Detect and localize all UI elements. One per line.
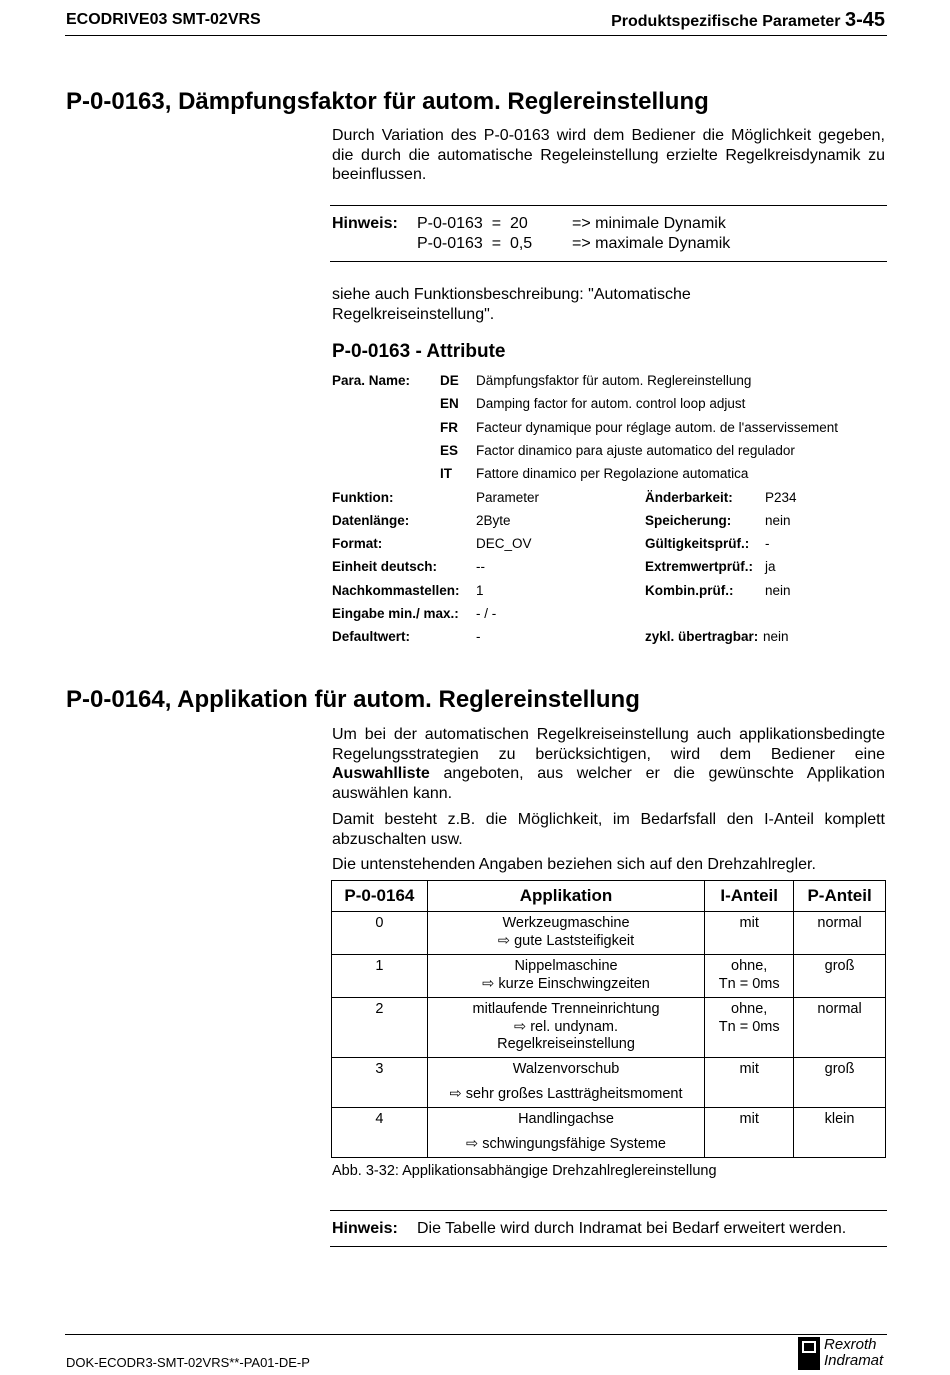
attr-label: Änderbarkeit: — [645, 489, 733, 505]
cell-app — [427, 955, 705, 998]
cell-id: 0 — [332, 912, 428, 955]
cell-p: klein — [794, 1108, 886, 1158]
cell-i: mit — [705, 1058, 794, 1108]
app-name: mitlaufende Trenneinrichtung — [472, 1001, 660, 1017]
app-name: Werkzeugmaschine — [502, 915, 630, 931]
note2-text: Die Tabelle wird durch Indramat bei Bedarf erweitert werden. — [417, 1220, 847, 1237]
cell-id: 1 — [332, 955, 428, 998]
table-header: P-0-0164 — [332, 881, 428, 912]
attr-value: nein — [763, 629, 789, 645]
text-span: angeboten, aus welcher er die gewünschte Applikation auswählen kann. — [332, 765, 885, 802]
note1-param: P-0-0163 = 20 — [417, 215, 528, 232]
logo-text: Rexroth — [824, 1336, 877, 1353]
section1-title: P-0-0163, Dämpfungsfaktor für autom. Reglereinstellung — [66, 88, 709, 115]
lang-name: Dämpfungsfaktor für autom. Reglereinstellung — [476, 373, 752, 388]
section2-paragraph — [332, 725, 885, 803]
app-sub: ⇨ sehr großes Lastträgheitsmoment — [449, 1085, 683, 1102]
table-header: I-Anteil — [705, 881, 794, 912]
logo-text: Indramat — [824, 1352, 884, 1369]
note1-row — [332, 214, 730, 234]
cell-i: ohne, Tn = 0ms — [705, 955, 794, 998]
table-row — [332, 912, 886, 955]
note1-param: P-0-0163 = 0,5 — [417, 234, 533, 252]
text-span: Um bei der automatischen Regelkreiseinstellung auch applikationsbedingte Regelungsstrategien zu berücksichtigen, wird dem Bediener eine — [332, 726, 885, 763]
attr-value: Parameter — [476, 489, 540, 505]
cell-id: 4 — [332, 1108, 428, 1158]
figure-caption: Abb. 3-32: Applikationsabhängige Drehzahlreglereinstellung — [332, 1163, 717, 1179]
attr-label: Einheit deutsch: — [332, 559, 438, 575]
attr-label: Eingabe min./ max.: — [332, 606, 459, 621]
header-rule — [65, 35, 887, 36]
cell-app — [427, 1058, 705, 1108]
cell-app — [427, 998, 705, 1058]
cell-p: groß — [794, 955, 886, 998]
lang-name: Factor dinamico para ajuste automatico del regulador — [476, 442, 795, 458]
cell-i: mit — [705, 1108, 794, 1158]
attr-label: Nachkommastellen: — [332, 582, 460, 598]
attr-value: 1 — [476, 582, 484, 598]
attr-value: 2Byte — [476, 512, 511, 528]
table-row — [332, 1108, 886, 1158]
attr-label: Speicherung: — [645, 512, 732, 528]
attr-value: P234 — [765, 489, 797, 505]
lang-code: IT — [440, 466, 452, 482]
attr-value: nein — [765, 582, 791, 598]
app-name: Handlingachse — [518, 1111, 614, 1127]
cell-i: mit — [705, 912, 794, 955]
cell-id: 3 — [332, 1058, 428, 1108]
attr-label: Gültigkeitsprüf.: — [645, 536, 750, 552]
app-name: Nippelmaschine — [514, 958, 618, 974]
attr-label: Defaultwert: — [332, 629, 411, 645]
note1-result: => maximale Dynamik — [572, 234, 731, 252]
attr-value: -- — [476, 559, 485, 575]
lang-code: EN — [440, 396, 459, 412]
app-sub: ⇨ gute Laststeifigkeit — [497, 932, 635, 949]
see-also-text: siehe auch Funktionsbeschreibung: "Automatische Regelkreiseinstellung". — [332, 286, 691, 323]
app-name: Walzenvorschub — [512, 1061, 620, 1077]
application-table — [331, 880, 886, 1158]
header-page-number: 3-45 — [844, 9, 885, 31]
cell-id: 2 — [332, 998, 428, 1058]
cell-i: ohne, Tn = 0ms — [705, 998, 794, 1058]
note1-top-rule — [330, 205, 887, 206]
attr-label: Format: — [332, 536, 383, 552]
attr-value: - — [476, 629, 481, 645]
section2-title: P-0-0164, Applikation für autom. Reglereinstellung — [66, 686, 640, 713]
table-row — [332, 1058, 886, 1108]
para-name-label: Para. Name: — [332, 373, 411, 388]
note2-top-rule — [330, 1210, 887, 1211]
cell-app — [427, 912, 705, 955]
lang-code: ES — [440, 442, 459, 458]
lang-name: Facteur dynamique pour réglage autom. de l'asservissement — [476, 419, 839, 435]
lang-code: FR — [440, 419, 458, 435]
note1 — [332, 214, 730, 253]
attr-label: Kombin.prüf.: — [645, 582, 734, 598]
attributes-title: P-0-0163 - Attribute — [332, 341, 506, 362]
cell-p: normal — [794, 998, 886, 1058]
attr-value: - / - — [476, 606, 497, 621]
section2-paragraph: Damit besteht z.B. die Möglichkeit, im Bedarfsfall den I-Anteil komplett abzuschalten usw. — [332, 811, 885, 848]
lang-name: Fattore dinamico per Regolazione automatica — [476, 466, 749, 482]
attr-value: - — [765, 536, 770, 552]
note1-row — [332, 234, 730, 254]
lang-name: Damping factor for autom. control loop adjust — [476, 396, 746, 412]
cell-p: groß — [794, 1058, 886, 1108]
attr-value: DEC_OV — [476, 536, 532, 552]
cell-app — [427, 1108, 705, 1158]
header-section-title: Produktspezifische Parameter — [611, 13, 841, 30]
cell-p: normal — [794, 912, 886, 955]
section1-intro: Durch Variation des P-0-0163 wird dem Bediener die Möglichkeit gegeben, die durch die automatische Regeleinstellung erzielte Regelkreisdynamik zu beeinflussen. — [332, 127, 885, 184]
footer-doc-id: DOK-ECODR3-SMT-02VRS**-PA01-DE-P — [66, 1355, 310, 1370]
note1-result: => minimale Dynamik — [572, 215, 726, 232]
note2-bottom-rule — [330, 1246, 887, 1247]
app-sub: ⇨ rel. undynam. Regelkreiseinstellung — [497, 1018, 635, 1052]
note1-bottom-rule — [330, 261, 887, 262]
attr-label: Datenlänge: — [332, 512, 410, 528]
header-section — [611, 9, 885, 32]
header-doc-title: ECODRIVE03 SMT-02VRS — [66, 11, 261, 28]
attr-value: ja — [765, 559, 776, 575]
rexroth-logo — [798, 1337, 888, 1370]
table-header: Applikation — [427, 881, 705, 912]
attr-label: Funktion: — [332, 489, 394, 505]
attr-label: Extremwertprüf.: — [645, 559, 754, 575]
lang-code: DE — [440, 373, 459, 388]
section2-paragraph: Die untenstehenden Angaben beziehen sich auf den Drehzahlregler. — [332, 856, 816, 873]
note2 — [332, 1219, 846, 1239]
attr-label: zykl. übertragbar: — [645, 629, 759, 645]
app-sub: ⇨ schwingungsfähige Systeme — [466, 1135, 666, 1152]
table-header: P-Anteil — [794, 881, 886, 912]
note1-label: Hinweis: — [332, 215, 398, 232]
note2-label: Hinweis: — [332, 1220, 398, 1237]
app-sub: ⇨ kurze Einschwingzeiten — [482, 975, 650, 992]
table-header-row — [332, 881, 886, 912]
table-row — [332, 998, 886, 1058]
attr-value: nein — [765, 512, 791, 528]
logo-mark-icon — [798, 1337, 820, 1370]
bold-term: Auswahlliste — [332, 765, 430, 783]
footer-rule — [65, 1334, 887, 1335]
table-row — [332, 955, 886, 998]
